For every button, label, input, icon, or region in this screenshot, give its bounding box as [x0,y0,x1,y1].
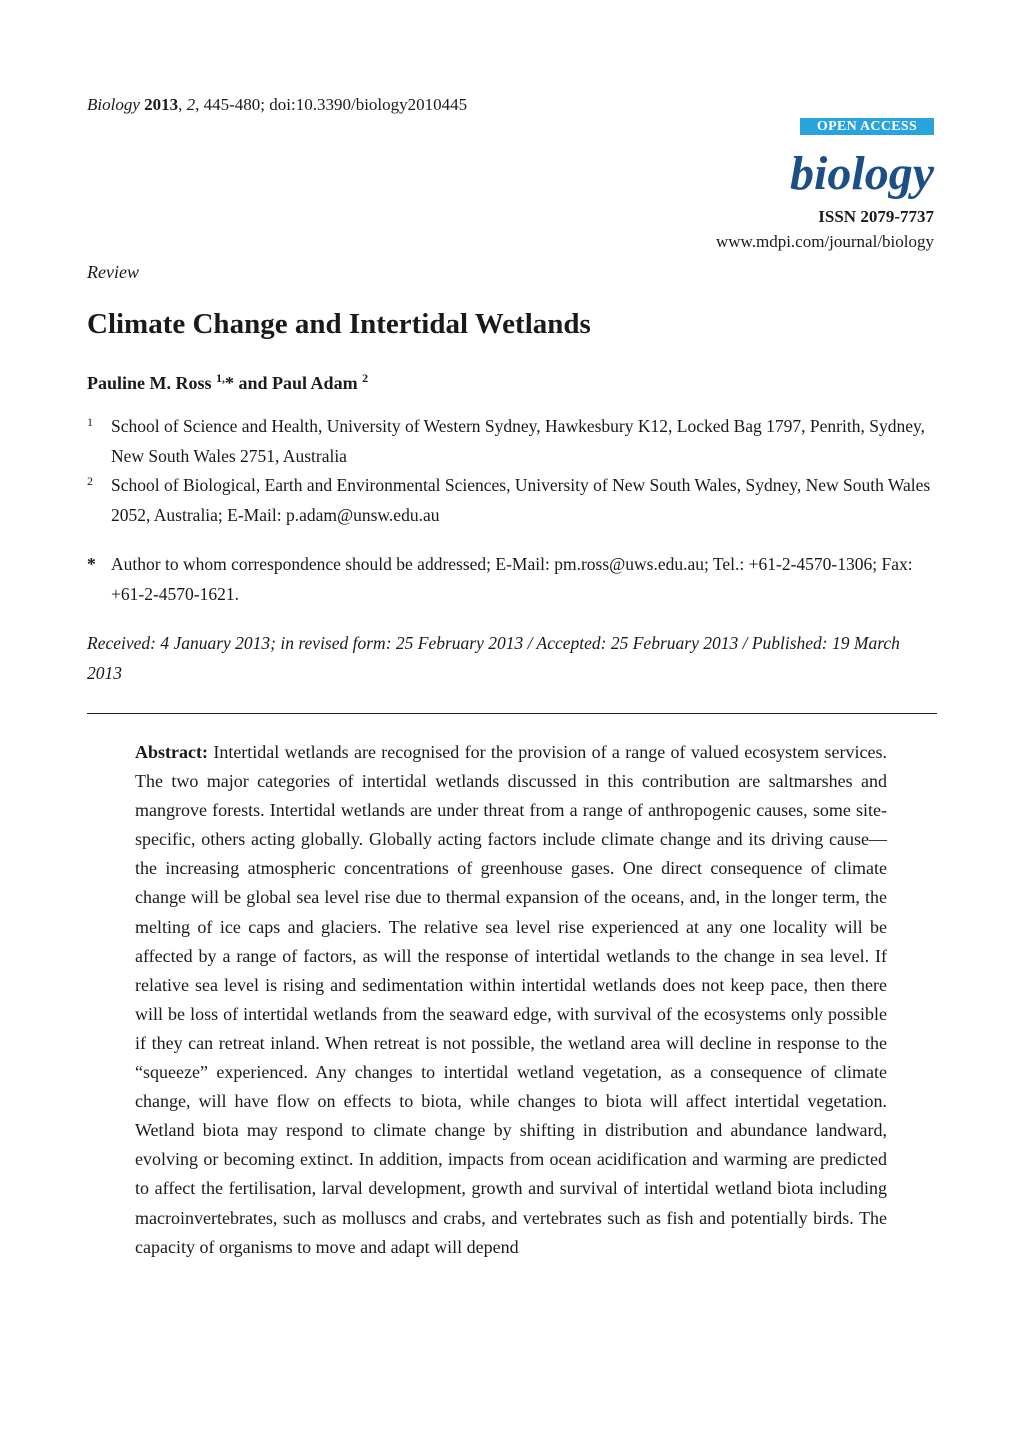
affiliation [87,411,937,471]
paper-title: Climate Change and Intertidal Wetlands [87,308,591,340]
correspondence-text: Author to whom correspondence should be addressed; E-Mail: pm.ross@uws.edu.au; Tel.: +61-2-4570-1306; Fax: +61-2-4570-1621. [111,554,913,604]
affiliation-number: 1 [87,415,93,429]
affiliation-number: 2 [87,474,93,488]
abstract-text: Intertidal wetlands are recognised for the provision of a range of valued ecosystem services. The two major categories of intertidal wetlands discussed in this contribution are saltmarshes and mangrove forests. Intertidal wetlands are under threat from a range of anthropogenic causes, some site-specific, others acting globally. Globally acting factors include climate change and its driving cause—the increasing atmospheric concentrations of greenhouse gases. One direct consequence of climate change will be global sea level rise due to thermal expansion of the oceans, and, in the longer term, the melting of ice caps and glaciers. The relative sea level rise experienced at any one locality will be affected by a range of factors, as will the response of intertidal wetlands to the change in sea level. If relative sea level is rising and sedimentation within intertidal wetlands does not keep pace, then there will be loss of intertidal wetlands from the seaward edge, with survival of the ecosystems only possible if they can retreat inland. When retreat is not possible, the wetland area will decline in response to the “squeeze” experienced. Any changes to intertidal wetland vegetation, as a consequence of climate change, will have flow on effects to biota, while changes to biota will affect intertidal vegetation. Wetland biota may respond to climate change by shifting in distribution and abundance landward, evolving or becoming extinct. In addition, impacts from ocean acidification and warming are predicted to affect the fertilisation, larval development, growth and survival of intertidal wetland biota including macroinvertebrates, such as molluscs and crabs, and vertebrates such as fish and potentially birds. The capacity of organisms to move and adapt will depend [135,742,887,1257]
author-conjunction: and [234,373,273,393]
citation-journal: Biology [87,95,140,114]
abstract [135,738,887,1262]
article-type: Review [87,262,139,282]
corresponding-mark: * [225,373,235,393]
abstract-label: Abstract: [135,742,208,762]
citation-volume: 2 [186,95,196,114]
citation-pages-doi: , 445-480; doi:10.3390/biology2010445 [195,95,468,114]
affiliation-text: School of Science and Health, University of Western Sydney, Hawkesbury K12, Locked Bag 1797, Penrith, Sydney, New South Wales 2751, Australia [111,416,925,466]
header-divider [87,713,937,714]
correspondence-mark: * [87,554,96,574]
author-list [87,364,368,397]
citation-year: 2013 [144,95,179,114]
journal-url[interactable]: www.mdpi.com/journal/biology [716,232,934,251]
author-name: Paul Adam [272,373,358,393]
open-access-badge: OPEN ACCESS [800,118,934,135]
author-affiliation-mark: 1, [216,371,226,385]
journal-logo: biology [790,147,934,200]
affiliation [87,470,937,530]
publication-dates: Received: 4 January 2013; in revised form: 25 February 2013 / Accepted: 25 February 2013 / Published: 19 March 2013 [87,633,900,683]
author-name: Pauline M. Ross [87,373,212,393]
author-affiliation-mark: 2 [362,371,369,385]
correspondence-note [87,549,937,609]
affiliation-text: School of Biological, Earth and Environmental Sciences, University of New South Wales, Sydney, New South Wales 2052, Australia; E-Mail: p.adam@unsw.edu.au [111,475,931,525]
issn: ISSN 2079-7737 [818,207,934,226]
citation-line [87,94,467,116]
citation-sep: , [178,95,187,114]
